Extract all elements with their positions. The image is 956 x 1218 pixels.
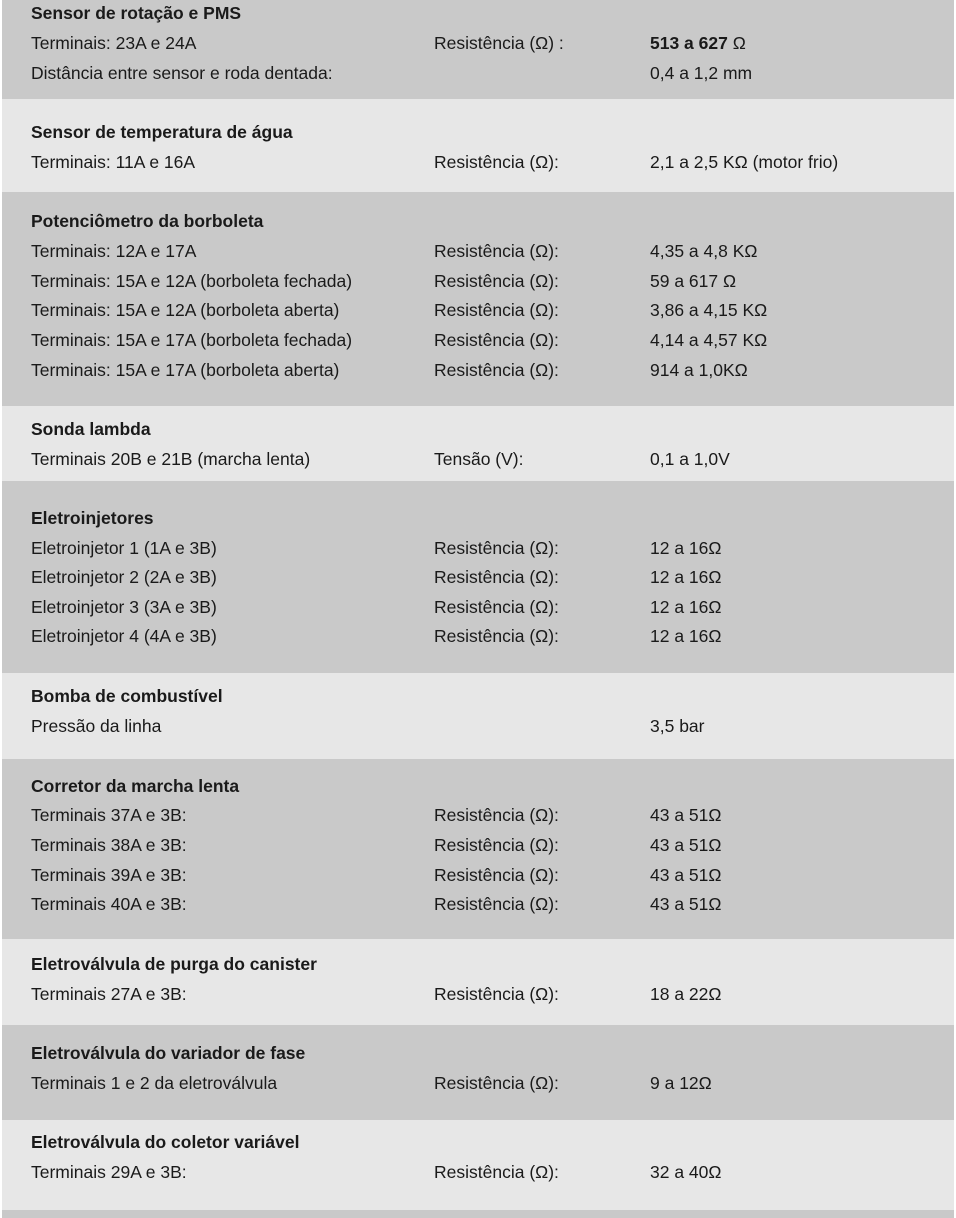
terminal-label: Terminais 29A e 3B: (31, 1162, 187, 1182)
section-potenciometro (2, 192, 954, 406)
terminal-label: Terminais 20B e 21B (marcha lenta) (31, 449, 311, 469)
section-title: Eletroválvula de purga do canister (31, 954, 317, 974)
spec-row (2, 28, 954, 58)
spec-value: 9 a 12Ω (650, 1073, 712, 1093)
section-title: Eletroválvula do variador de fase (31, 1043, 306, 1063)
measure-label: Resistência (Ω): (434, 330, 559, 350)
measure-label: Resistência (Ω): (434, 894, 559, 914)
section-title: Eletroinjetores (31, 508, 154, 528)
measure-label: Resistência (Ω): (434, 865, 559, 885)
measure-label: Resistência (Ω): (434, 1073, 559, 1093)
measure-label: Resistência (Ω): (434, 597, 559, 617)
section-title: Potenciômetro da borboleta (31, 211, 264, 231)
terminal-label: Terminais: 15A e 17A (borboleta fechada) (31, 330, 353, 350)
spec-row (2, 830, 954, 860)
terminal-label: Terminais 39A e 3B: (31, 865, 187, 885)
terminal-label: Terminais 38A e 3B: (31, 835, 187, 855)
measure-label: Resistência (Ω): (434, 271, 559, 291)
spec-row (2, 295, 954, 325)
terminal-label: Terminais: 23A e 24A (31, 33, 197, 53)
spec-row (2, 147, 954, 177)
spec-row (2, 800, 954, 830)
spec-row (2, 444, 954, 474)
spec-value: 914 a 1,0KΩ (650, 360, 748, 380)
section-purga-canister (2, 939, 954, 1025)
spec-value: 0,4 a 1,2 mm (650, 63, 753, 83)
terminal-label: Pressão da linha (31, 716, 162, 736)
spec-value: 43 a 51Ω (650, 894, 722, 914)
spec-row (2, 1068, 954, 1098)
terminal-label: Terminais 37A e 3B: (31, 805, 187, 825)
section-title: Sensor de temperatura de água (31, 122, 293, 142)
section-title: Sensor de rotação e PMS (31, 3, 242, 23)
spec-value: 12 a 16Ω (650, 538, 722, 558)
spec-row (2, 621, 954, 651)
section-title: Eletroválvula do coletor variável (31, 1132, 300, 1152)
spec-row (2, 711, 954, 741)
terminal-label: Terminais: 15A e 17A (borboleta aberta) (31, 360, 340, 380)
measure-label: Resistência (Ω): (434, 241, 559, 261)
terminal-label: Terminais 40A e 3B: (31, 894, 187, 914)
spec-value: 43 a 51Ω (650, 865, 722, 885)
spec-row (2, 236, 954, 266)
measure-label: Resistência (Ω): (434, 538, 559, 558)
section-bomba-combustivel (2, 673, 954, 759)
spec-row (2, 592, 954, 622)
spec-value: 0,1 a 1,0V (650, 449, 730, 469)
measure-label: Resistência (Ω) : (434, 33, 564, 53)
section-sensor-rotacao (2, 0, 954, 99)
measure-label: Resistência (Ω): (434, 360, 559, 380)
section-eletroinjetores (2, 481, 954, 673)
spec-value: 4,14 a 4,57 KΩ (650, 330, 768, 350)
spec-value: 12 a 16Ω (650, 597, 722, 617)
spec-value: 43 a 51Ω (650, 805, 722, 825)
spec-value-bold: 513 a 627 (650, 33, 728, 53)
measure-label: Resistência (Ω): (434, 300, 559, 320)
terminal-label: Distância entre sensor e roda dentada: (31, 63, 333, 83)
terminal-label: Terminais: 15A e 12A (borboleta fechada) (31, 271, 353, 291)
terminal-label: Eletroinjetor 3 (3A e 3B) (31, 597, 217, 617)
spec-row (2, 325, 954, 355)
measure-label: Tensão (V): (434, 449, 524, 469)
spec-row (2, 889, 954, 919)
spec-value: 2,1 a 2,5 KΩ (motor frio) (650, 152, 839, 172)
spec-value: 3,86 a 4,15 KΩ (650, 300, 768, 320)
spec-value-unit: Ω (727, 33, 746, 53)
section-variador-fase (2, 1025, 954, 1120)
terminal-label: Terminais: 11A e 16A (31, 152, 196, 172)
measure-label: Resistência (Ω): (434, 1162, 559, 1182)
spec-value: 12 a 16Ω (650, 626, 722, 646)
spec-row (2, 266, 954, 296)
terminal-label: Eletroinjetor 4 (4A e 3B) (31, 626, 217, 646)
spec-value: 3,5 bar (650, 716, 705, 736)
section-title: Corretor da marcha lenta (31, 776, 240, 796)
spec-row (2, 355, 954, 385)
section-sensor-temperatura (2, 99, 954, 192)
spec-row (2, 860, 954, 890)
measure-label: Resistência (Ω): (434, 626, 559, 646)
section-corretor-marcha-lenta (2, 759, 954, 939)
measure-label: Resistência (Ω): (434, 805, 559, 825)
measure-label: Resistência (Ω): (434, 152, 559, 172)
measure-label: Resistência (Ω): (434, 984, 559, 1004)
spec-value: 43 a 51Ω (650, 835, 722, 855)
terminal-label: Eletroinjetor 2 (2A e 3B) (31, 567, 217, 587)
section-title: Bomba de combustível (31, 686, 223, 706)
terminal-label: Terminais: 12A e 17A (31, 241, 197, 261)
spec-value: 18 a 22Ω (650, 984, 722, 1004)
spec-row (2, 533, 954, 563)
terminal-label: Eletroinjetor 1 (1A e 3B) (31, 538, 217, 558)
terminal-label: Terminais 27A e 3B: (31, 984, 187, 1004)
spec-row (2, 1157, 954, 1187)
section-title: Sonda lambda (31, 419, 151, 439)
spec-value (650, 28, 746, 58)
measure-label: Resistência (Ω): (434, 835, 559, 855)
measure-label: Resistência (Ω): (434, 567, 559, 587)
section-sonda-lambda (2, 406, 954, 481)
terminal-label: Terminais 1 e 2 da eletroválvula (31, 1073, 278, 1093)
terminal-label: Terminais: 15A e 12A (borboleta aberta) (31, 300, 340, 320)
section-coletor-variavel (2, 1120, 954, 1210)
spec-row (2, 562, 954, 592)
spec-value: 59 a 617 Ω (650, 271, 737, 291)
spec-row (2, 58, 954, 88)
spec-row (2, 979, 954, 1009)
bottom-divider (2, 1210, 954, 1218)
spec-value: 4,35 a 4,8 KΩ (650, 241, 758, 261)
spec-value: 12 a 16Ω (650, 567, 722, 587)
spec-value: 32 a 40Ω (650, 1162, 722, 1182)
